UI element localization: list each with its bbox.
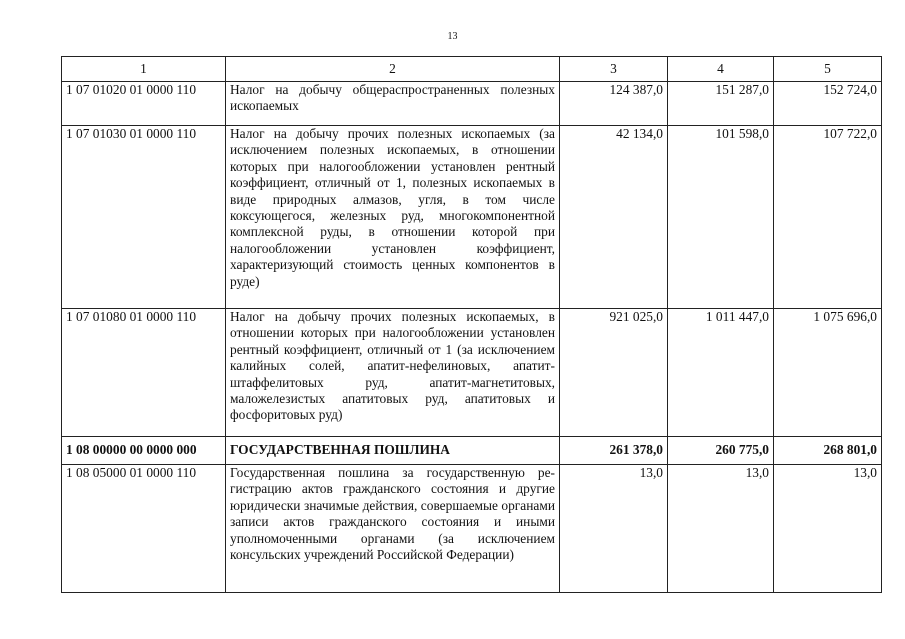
table-row — [62, 465, 882, 593]
row-value-col5: 152 724,0 — [774, 82, 882, 126]
row-description: Налог на добычу прочих полезных ископаемых (за исключением полезных ископаемых, в отношении которых при налогообложении установлен рентный коэффициент, отличный от 1, полезных ископаемых в виде природных алмазов, угля, в том числе коксующегося, железных руд, многокомпонентной комплексной руды, в отношении которой при налогообложении установлен коэффициент, характеризующий стоимость ценных компонентов в руде) — [226, 126, 560, 309]
row-value-col3: 261 378,0 — [560, 437, 668, 465]
row-value-col3: 124 387,0 — [560, 82, 668, 126]
row-value-col5: 1 075 696,0 — [774, 309, 882, 437]
row-description: Государственная пошлина за государственную регистрацию актов гражданского состояния и другие юридически значимые действия, совершаемые органами записи актов гражданского состояния и иными уполномоченными органами (за исключением консульских учреждений Российской Федерации) — [226, 465, 560, 593]
column-header-code: 1 — [62, 57, 226, 82]
row-value-col3: 13,0 — [560, 465, 668, 593]
column-header-description: 2 — [226, 57, 560, 82]
table-header-row — [62, 57, 882, 82]
row-value-col4: 260 775,0 — [668, 437, 774, 465]
column-header-col3: 3 — [560, 57, 668, 82]
row-description: ГОСУДАРСТВЕННАЯ ПОШЛИНА — [226, 437, 560, 465]
row-description: Налог на добычу общераспространенных полезных ископаемых — [226, 82, 560, 126]
row-value-col4: 13,0 — [668, 465, 774, 593]
row-value-col4: 151 287,0 — [668, 82, 774, 126]
row-code: 1 08 05000 01 0000 110 — [62, 465, 226, 593]
row-value-col5: 107 722,0 — [774, 126, 882, 309]
row-code: 1 07 01080 01 0000 110 — [62, 309, 226, 437]
column-header-col4: 4 — [668, 57, 774, 82]
row-description: Налог на добычу прочих полезных ископаемых, в отношении которых при налогообложении установлен рентный коэффициент, отличный от 1 (за исключением калийных солей, апатит-нефелиновых, апатит-штаффелитовых руд, апатит-магнетитовых, маложелезистых апатитовых руд, апатитовых и фосфоритовых руд) — [226, 309, 560, 437]
row-code: 1 07 01030 01 0000 110 — [62, 126, 226, 309]
row-value-col3: 921 025,0 — [560, 309, 668, 437]
row-value-col3: 42 134,0 — [560, 126, 668, 309]
row-value-col5: 13,0 — [774, 465, 882, 593]
row-code: 1 07 01020 01 0000 110 — [62, 82, 226, 126]
row-value-col4: 101 598,0 — [668, 126, 774, 309]
table-row — [62, 309, 882, 437]
table-row — [62, 126, 882, 309]
table-row-section-total — [62, 437, 882, 465]
revenue-table — [61, 56, 882, 593]
table-row — [62, 82, 882, 126]
column-header-col5: 5 — [774, 57, 882, 82]
row-value-col4: 1 011 447,0 — [668, 309, 774, 437]
page-number: 13 — [447, 31, 458, 42]
row-value-col5: 268 801,0 — [774, 437, 882, 465]
row-code: 1 08 00000 00 0000 000 — [62, 437, 226, 465]
